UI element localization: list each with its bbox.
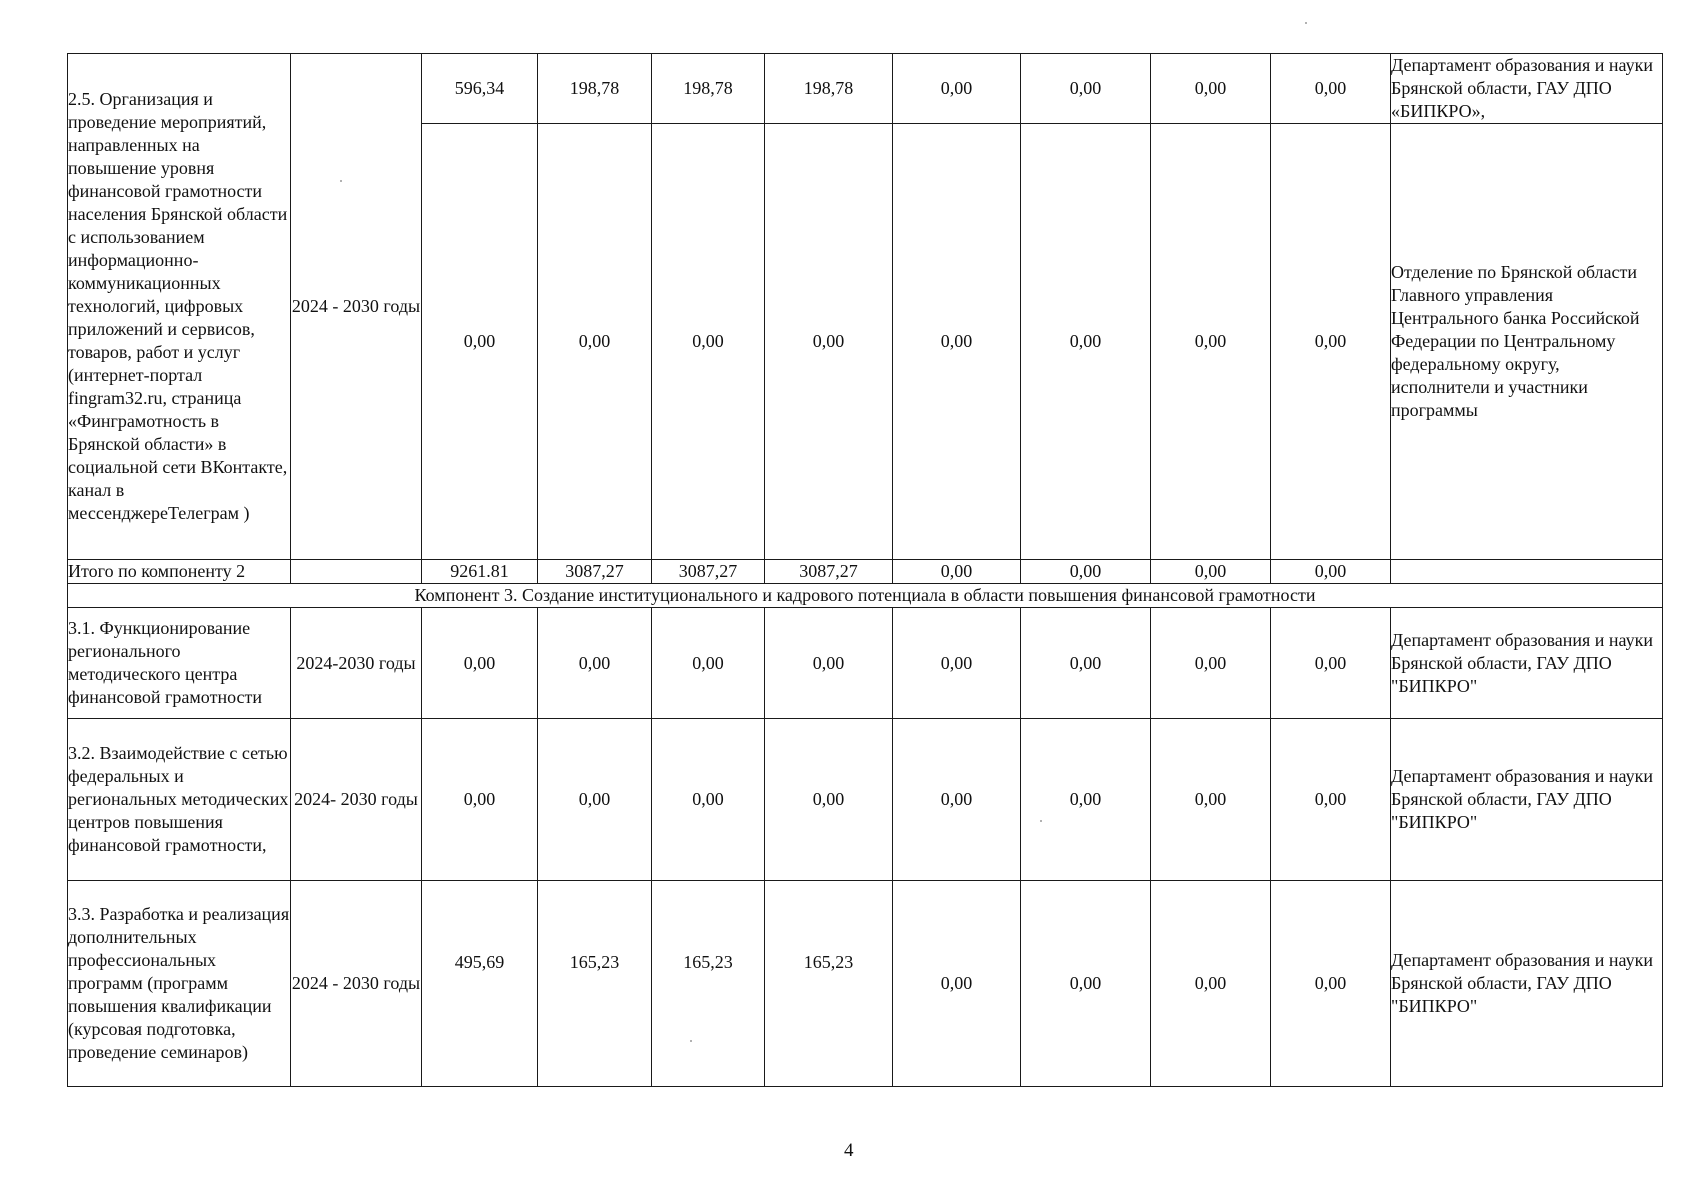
value-cell: 0,00 [1271, 608, 1391, 719]
measure-name-cell: 3.2. Взаимодействие с сетью федеральных и региональных методических центров повышения финансовой грамотности, [68, 719, 291, 881]
value-cell: 0,00 [1151, 881, 1271, 1087]
value-cell: 165,23 [765, 881, 893, 1087]
value-cell: 0,00 [422, 719, 538, 881]
value-cell: 0,00 [893, 881, 1021, 1087]
value-cell: 165,23 [538, 881, 652, 1087]
measure-name-cell: 3.1. Функционирование регионального методического центра финансовой грамотности [68, 608, 291, 719]
scan-speck [1305, 22, 1307, 24]
value-cell: 0,00 [422, 124, 538, 560]
value-cell: 0,00 [1021, 124, 1151, 560]
table-row [68, 881, 1663, 1087]
table-row [68, 54, 1663, 124]
table-row [68, 719, 1663, 881]
total-value-cell: 3087,27 [652, 560, 765, 584]
value-cell: 0,00 [1151, 124, 1271, 560]
value-cell: 0,00 [538, 124, 652, 560]
total-value-cell: 3087,27 [538, 560, 652, 584]
value-cell: 0,00 [652, 719, 765, 881]
executor-cell: Департамент образования и науки Брянской области, ГАУ ДПО "БИПКРО" [1391, 719, 1663, 881]
value-cell: 198,78 [652, 54, 765, 124]
program-measures-table [67, 53, 1663, 1087]
empty-cell [1391, 560, 1663, 584]
value-cell: 198,78 [538, 54, 652, 124]
executor-cell: Департамент образования и науки Брянской области, ГАУ ДПО «БИПКРО», [1391, 54, 1663, 124]
value-cell: 0,00 [652, 124, 765, 560]
value-cell: 0,00 [538, 608, 652, 719]
value-cell: 0,00 [1271, 124, 1391, 560]
executor-cell: Департамент образования и науки Брянской области, ГАУ ДПО "БИПКРО" [1391, 881, 1663, 1087]
value-cell: 0,00 [893, 54, 1021, 124]
value-cell: 198,78 [765, 54, 893, 124]
scan-speck [690, 1040, 692, 1042]
value-cell: 596,34 [422, 54, 538, 124]
total-value-cell: 0,00 [1271, 560, 1391, 584]
value-cell: 0,00 [538, 719, 652, 881]
value-cell: 0,00 [1021, 608, 1151, 719]
value-cell: 0,00 [1271, 719, 1391, 881]
value-cell: 0,00 [1151, 719, 1271, 881]
value-cell: 0,00 [765, 719, 893, 881]
table-row [68, 608, 1663, 719]
total-row [68, 560, 1663, 584]
executor-cell: Департамент образования и науки Брянской области, ГАУ ДПО "БИПКРО" [1391, 608, 1663, 719]
value-cell: 0,00 [893, 608, 1021, 719]
value-cell: 0,00 [1021, 881, 1151, 1087]
value-cell: 0,00 [1151, 608, 1271, 719]
value-cell: 0,00 [893, 719, 1021, 881]
period-cell: 2024-2030 годы [291, 608, 422, 719]
scan-speck [1040, 820, 1042, 822]
total-value-cell: 0,00 [1151, 560, 1271, 584]
value-cell: 0,00 [652, 608, 765, 719]
value-cell: 0,00 [1271, 54, 1391, 124]
period-cell: 2024 - 2030 годы [291, 881, 422, 1087]
measure-name-cell: 3.3. Разработка и реализация дополнительных профессиональных программ (программ повышения квалификации (курсовая подготовка, проведение семинаров) [68, 881, 291, 1087]
total-value-cell: 0,00 [1021, 560, 1151, 584]
value-cell: 0,00 [1271, 881, 1391, 1087]
period-cell: 2024- 2030 годы [291, 719, 422, 881]
measure-name-cell: 2.5. Организация и проведение мероприятий, направленных на повышение уровня финансовой грамотности населения Брянской области с использованием информационно-коммуникационных технологий, цифровых приложений и сервисов, товаров, работ и услуг (интернет-портал fingram32.ru, страница «Финграмотность в Брянской области» в социальной сети ВКонтакте, канал в мессенджереТелеграм ) [68, 54, 291, 560]
value-cell: 0,00 [765, 608, 893, 719]
value-cell: 0,00 [765, 124, 893, 560]
executor-cell: Отделение по Брянской области Главного управления Центрального банка Российской Федерации по Центральному федеральному округу, исполнители и участники программы [1391, 124, 1663, 560]
total-label: Итого по компоненту 2 [68, 560, 291, 584]
period-cell: 2024 - 2030 годы [291, 54, 422, 560]
total-value-cell: 0,00 [893, 560, 1021, 584]
component-3-title: Компонент 3. Создание институционального и кадрового потенциала в области повышения финансовой грамотности [68, 584, 1663, 608]
empty-cell [291, 560, 422, 584]
value-cell: 165,23 [652, 881, 765, 1087]
value-cell: 495,69 [422, 881, 538, 1087]
value-cell: 0,00 [1021, 719, 1151, 881]
value-cell: 0,00 [1151, 54, 1271, 124]
value-cell: 0,00 [893, 124, 1021, 560]
value-cell: 0,00 [1021, 54, 1151, 124]
page-number: 4 [844, 1140, 854, 1161]
total-value-cell: 9261.81 [422, 560, 538, 584]
scan-speck [340, 180, 342, 182]
value-cell: 0,00 [422, 608, 538, 719]
total-value-cell: 3087,27 [765, 560, 893, 584]
component-header-row [68, 584, 1663, 608]
